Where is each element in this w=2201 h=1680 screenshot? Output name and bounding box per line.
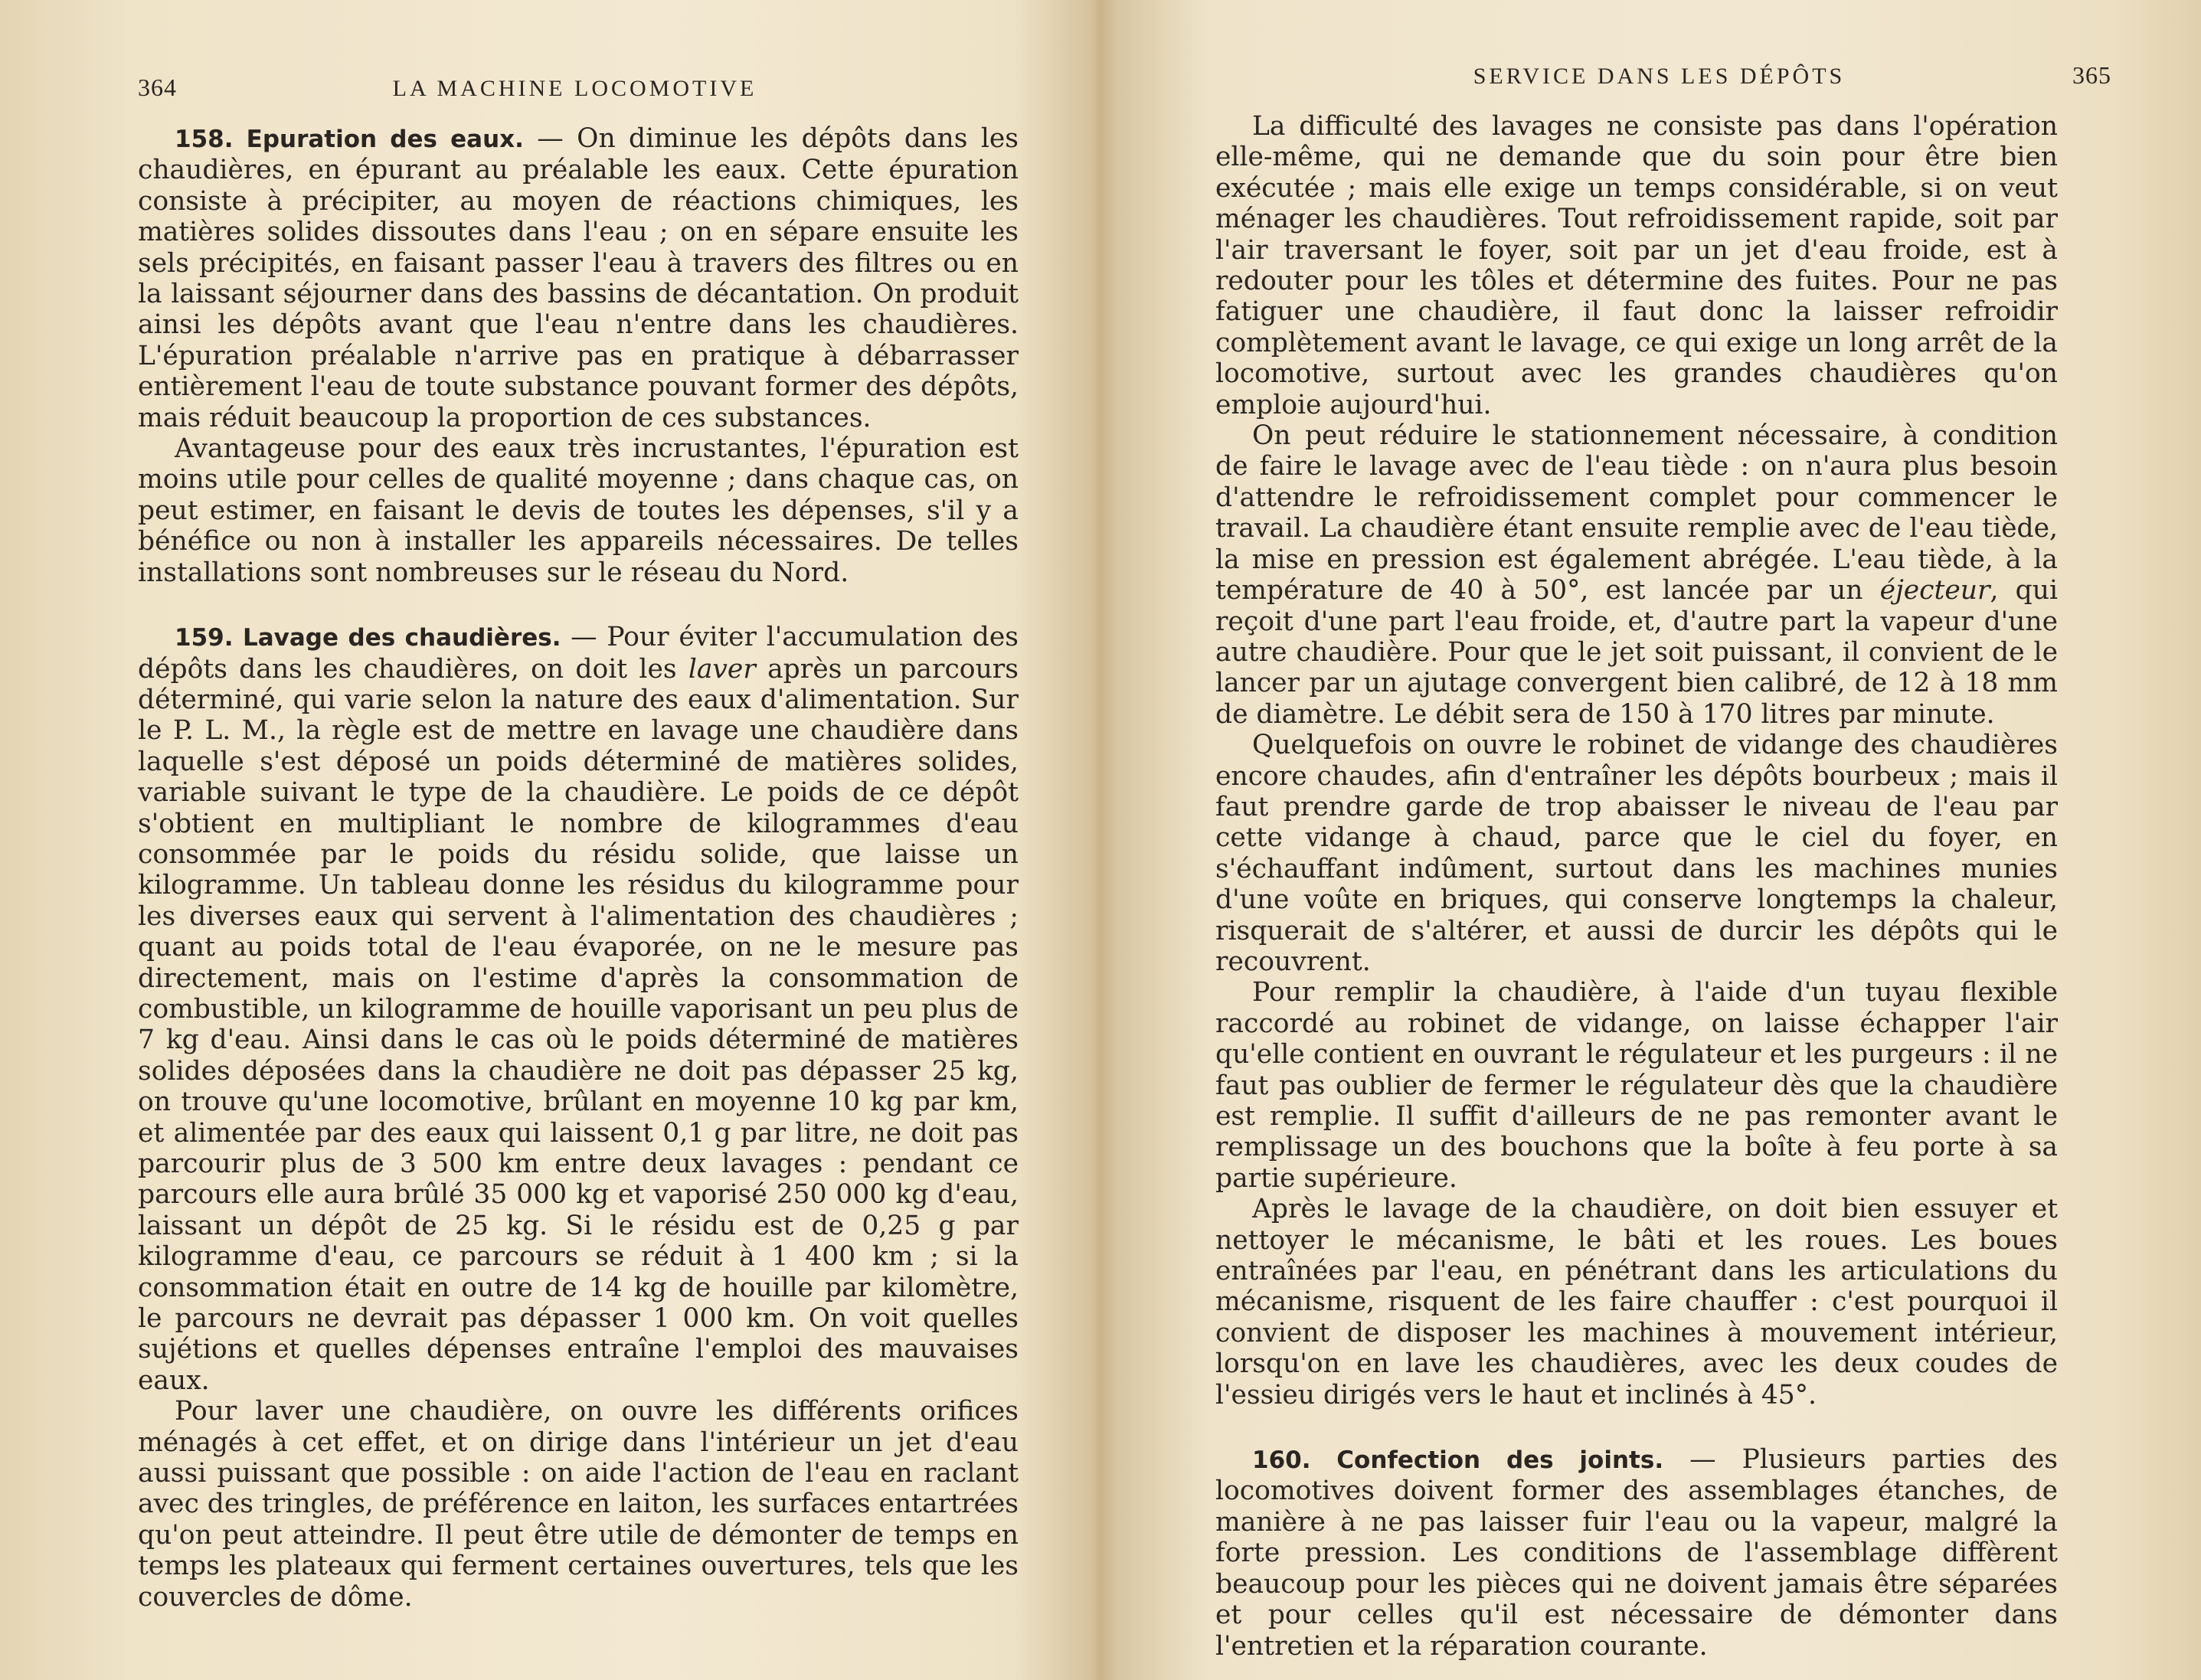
paragraph-text: On peut réduire le stationnement nécessaire, à condition de faire le lavage avec de l'eau tiède : on n'aura plus besoin d'attendre le refroidissement complet pour commencer le travail. La chaudière étant ensuite remplie avec de l'eau tiède, la mise en pression est également abrégée. L'eau tiède, à la température de 40 à 50°, est lancée par un xyxy=(1215,420,2058,606)
section-160 xyxy=(1215,1444,2058,1662)
right-page-header xyxy=(1200,61,2111,90)
emphasis-text: laver xyxy=(688,653,756,685)
paragraph-text: , qui reçoit d'une part l'eau froide, et, d'autre part la vapeur d'une autre chaudière. Pour que le jet soit puissant, il convient de le lancer par un ajutage convergent bien calibré, de 12 à 18 mm de diamètre. Le débit sera de 150 à 170 litres par minute. xyxy=(1215,575,2058,730)
paragraph-text: — On diminue les dépôts dans les chaudières, en épurant au préalable les eaux. Cette épuration consiste à précipiter, au moyen de réactions chimiques, les matières solides dissoutes dans l'eau ; on en sépare ensuite les sels précipités, en faisant passer l'eau à travers des filtres ou en la laissant séjourner dans des bassins de décantation. On produit ainsi les dépôts avant que l'eau n'entre dans les chaudières. L'épuration préalable n'arrive pas en pratique à débarrasser entièrement l'eau de toute substance pouvant former des dépôts, mais réduit beaucoup la proportion de ces substances. xyxy=(138,123,1019,433)
right-page xyxy=(1100,0,2201,1680)
section-title: 160. Confection des joints. xyxy=(1252,1446,1664,1475)
paragraph xyxy=(1215,420,2058,730)
paragraph xyxy=(1215,1444,2058,1662)
paragraph: Avantageuse pour des eaux très incrustantes, l'épuration est moins utile pour celles de qualité moyenne ; dans chaque cas, on peut estimer, en faisant le devis de toutes les dépenses, s'il y a bénéfice ou non à installer les appareils nécessaires. De telles installations sont nombreuses sur le réseau du Nord. xyxy=(138,433,1019,588)
paragraph: Pour laver une chaudière, on ouvre les différents orifices ménagés à cet effet, et on dirige dans l'intérieur un jet d'eau aussi puissant que possible : on aide l'action de l'eau en raclant avec des tringles, de préférence en laiton, les surfaces entartrées qu'on peut atteindre. Il peut être utile de démonter de temps en temps les plateaux qui ferment certaines ouvertures, tels que les couvercles de dôme. xyxy=(138,1396,1019,1613)
section-title: 159. Lavage des chaudières. xyxy=(175,624,561,652)
section-159 xyxy=(138,622,1019,1613)
paragraph-text: — Plusieurs parties des locomotives doivent former des assemblages étanches, de manière à ne pas laisser fuir l'eau ou la vapeur, malgré la forte pression. Les conditions de l'assemblage diffèrent beaucoup pour les pièces qui ne doivent jamais être séparées et pour celles qu'il est nécessaire de démonter dans l'entretien et la réparation courante. xyxy=(1215,1444,2059,1662)
paragraph-text: — Pour éviter l'accumulation des dépôts dans les chaudières, on doit les xyxy=(138,622,1019,685)
right-text-column xyxy=(1215,111,2058,1662)
running-head: LA MACHINE LOCOMOTIVE xyxy=(392,76,757,101)
paragraph: Pour remplir la chaudière, à l'aide d'un tuyau flexible raccordé au robinet de vidange, on laisse échapper l'air qu'elle contient en ouvrant le régulateur et les purgeurs : il ne faut pas oublier de fermer le régulateur dès que la chaudière est remplie. Il suffit d'ailleurs de ne pas remonter avant le remplissage un des bouchons que la boîte à feu porte à sa partie supérieure. xyxy=(1215,977,2058,1194)
running-head: SERVICE DANS LES DÉPÔTS xyxy=(1473,64,1846,89)
section-title: 158. Epuration des eaux. xyxy=(175,126,524,153)
page-number: 364 xyxy=(138,74,177,101)
section-158 xyxy=(138,123,1019,588)
paragraph xyxy=(138,622,1019,1396)
paragraph: La difficulté des lavages ne consiste pas dans l'opération elle-même, qui ne demande que du soin pour être bien exécutée ; mais elle exige un temps considérable, si on veut ménager les chaudières. Tout refroidissement rapide, soit par l'air traversant le foyer, soit par un jet d'eau froide, est à redouter pour les tôles et détermine des fuites. Pour ne pas fatiguer une chaudière, il faut donc la laisser refroidir complètement avant le lavage, ce qui exige un long arrêt de la locomotive, surtout avec les grandes chaudières qu'on emploie aujourd'hui. xyxy=(1215,111,2058,420)
paragraph-text: après un parcours déterminé, qui varie selon la nature des eaux d'alimentation. Sur le P. L. M., la règle est de mettre en lavage une chaudière dans laquelle s'est déposé un poids déterminé de matières solides, variable suivant le type de la chaudière. Le poids de ce dépôt s'obtient en multipliant le nombre de kilogrammes d'eau consommée par le poids du résidu solide, que laisse un kilogramme. Un tableau donne les résidus du kilogramme pour les diverses eaux qui servent à l'alimentation des chaudières ; quant au poids total de l'eau évaporée, on ne le mesure pas directement, mais on l'estime d'après la consommation de combustible, un kilogramme de houille vaporisant un peu plus de 7 kg d'eau. Ainsi dans le cas où le poids déterminé de matières solides déposées dans la chaudière ne doit pas dépasser 25 kg, on trouve qu'une locomotive, brûlant en moyenne 10 kg par km, et alimentée par des eaux qui laissent 0,1 g par litre, ne doit pas parcourir plus de 3 500 km entre deux lavages : pendant ce parcours elle aura brûlé 35 000 kg et vaporisé 250 000 kg d'eau, laissant un dépôt de 25 kg. Si le résidu est de 0,25 g par kilogramme d'eau, ce parcours se réduit à 1 400 km ; si la consommation était en outre de 14 kg de houille par kilomètre, le parcours ne devrait pas dépasser 1 000 km. On voit quelles sujétions et quelles dépenses entraîne l'emploi des mauvaises eaux. xyxy=(138,653,1019,1396)
left-page xyxy=(0,0,1100,1680)
paragraph: Après le lavage de la chaudière, on doit bien essuyer et nettoyer le mécanisme, le bâti et les roues. Les boues entraînées par l'eau, en pénétrant dans les articulations du mécanisme, risquent de les faire chauffer : c'est pourquoi il convient de disposer les machines à mouvement intérieur, lorsqu'on en lave les chaudières, avec les deux coudes de l'essieu dirigés vers le haut et inclinés à 45°. xyxy=(1215,1194,2058,1410)
paragraph: Quelquefois on ouvre le robinet de vidange des chaudières encore chaudes, afin d'entraîner les dépôts bourbeux ; mais il faut prendre garde de trop abaisser le niveau de l'eau par cette vidange à chaud, parce que le ciel du foyer, en s'échauffant indûment, surtout dans les machines munies d'une voûte en briques, qui conserve longtemps la chaleur, risquerait de s'altérer, et aussi de durcir les dépôts qui le recouvrent. xyxy=(1215,730,2058,977)
emphasis-text: éjecteur xyxy=(1879,575,1990,606)
left-page-header xyxy=(138,74,1019,102)
page-number: 365 xyxy=(2072,61,2111,89)
paragraph xyxy=(138,123,1019,433)
left-text-column xyxy=(138,123,1019,1613)
